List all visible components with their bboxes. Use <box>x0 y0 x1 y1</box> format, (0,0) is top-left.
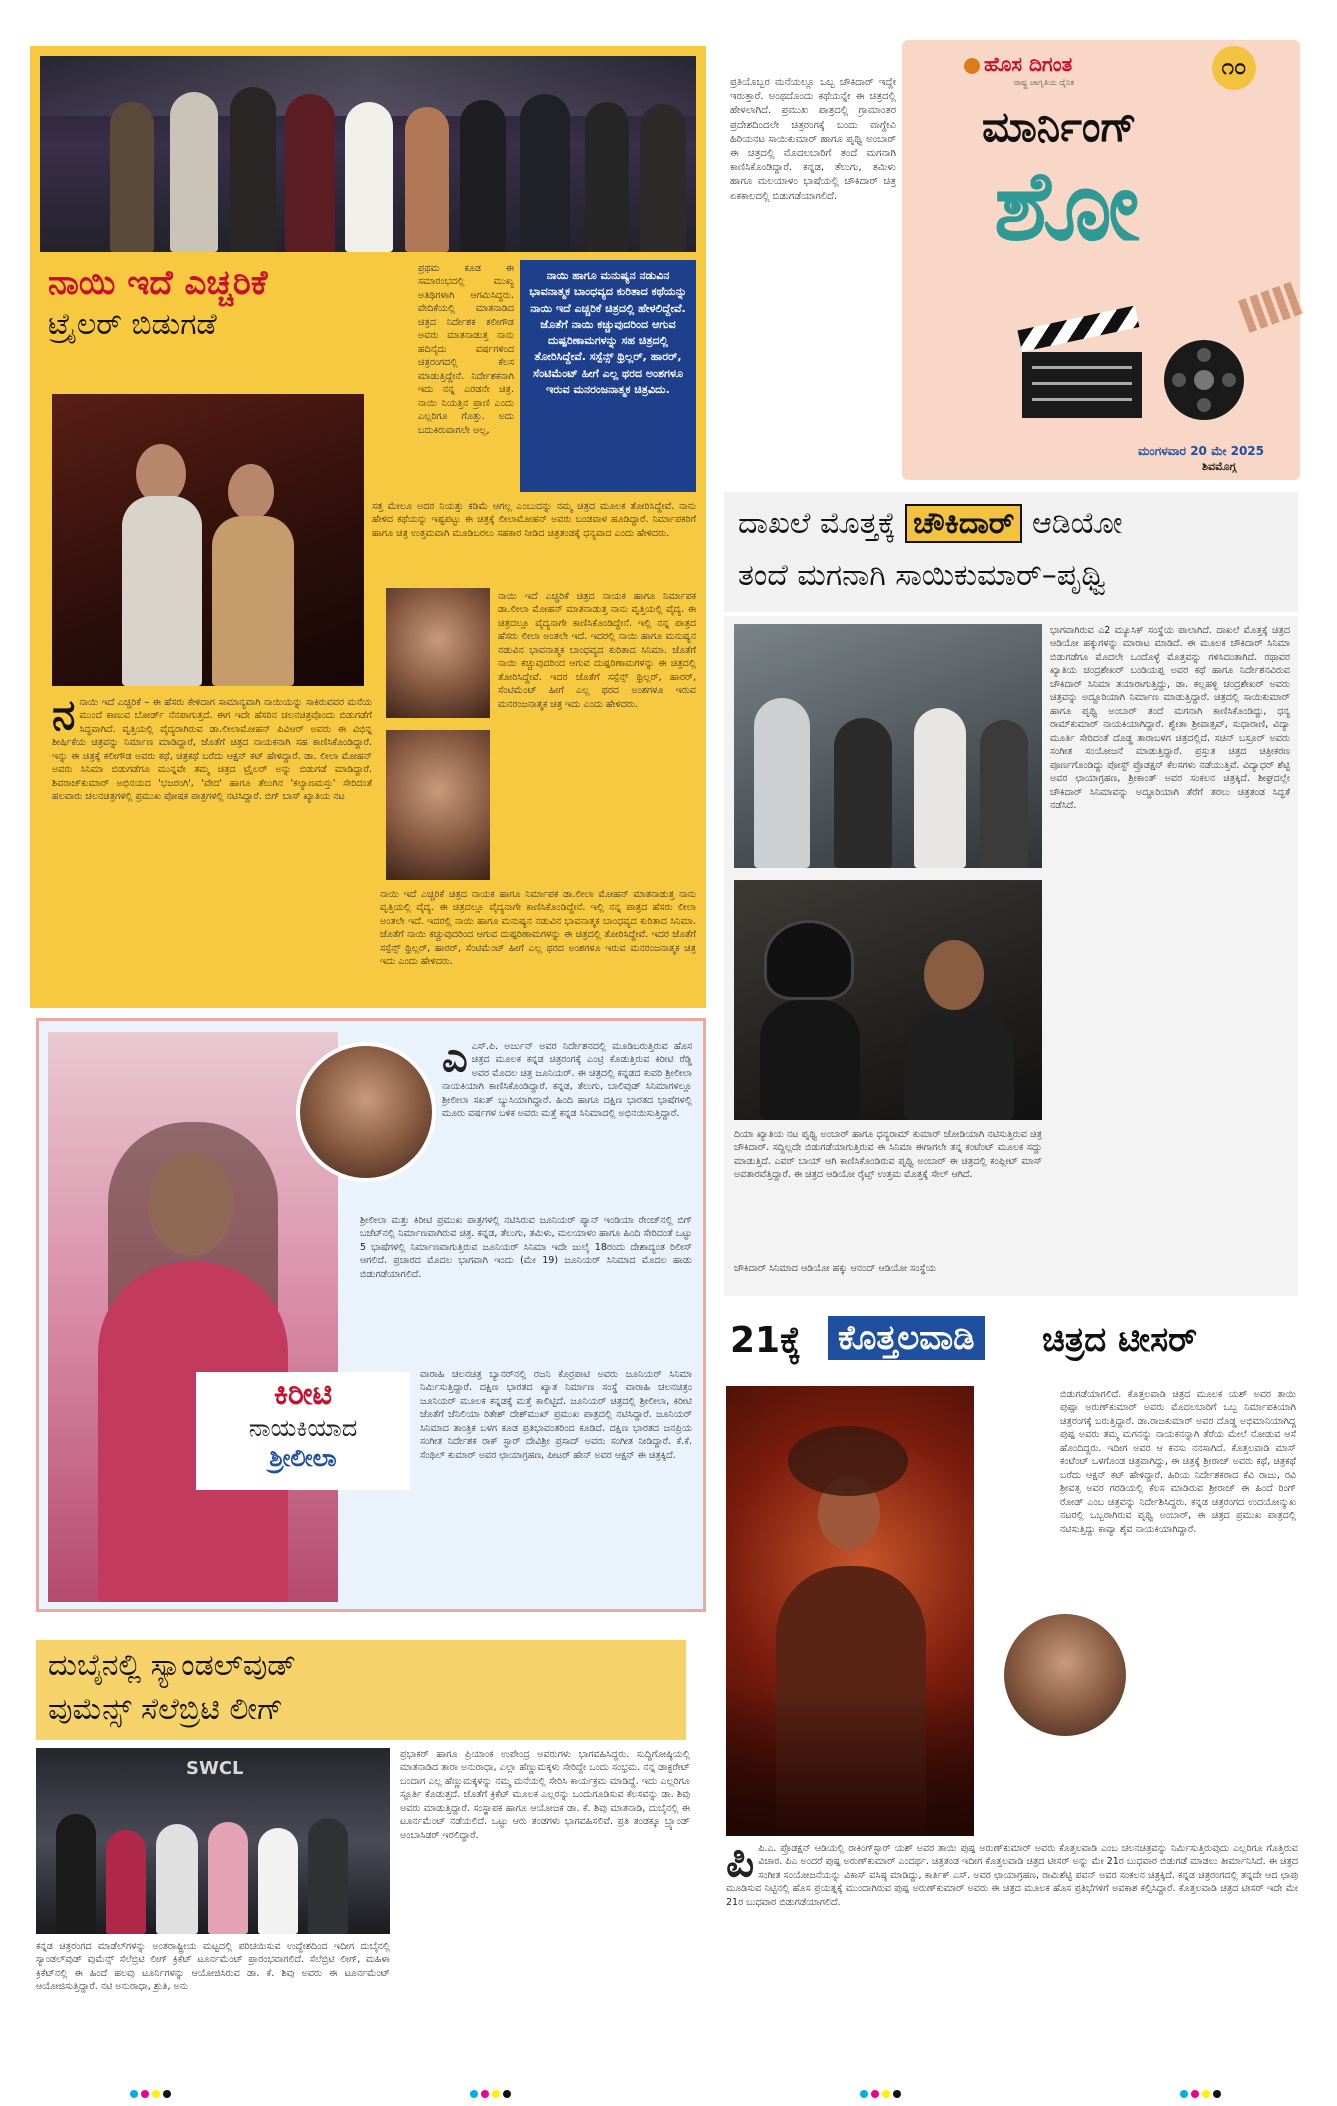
kothalavadi-drop-cap: ಪಿ <box>726 1842 755 1887</box>
chowkidar-photo-caption: ದಿಯಾ ಖ್ಯಾತಿಯ ನಟ ಪೃಥ್ವಿ ಅಂಬಾರ್ ಹಾಗೂ ಧನ್ಯರಾಮ್ ಕುಮಾರ್ ಜೋಡಿಯಾಗಿ ನಟಿಸುತ್ತಿರುವ ಚಿತ್ರ ಚೌಕಿದಾರ್. ಸದ್ದಿಲ್ಲದೇ ಬಿಡುಗಡೆಯಾಗುತ್ತಿರುವ ಈ ಸಿನಿಮಾ ಈಗಾಗಲೇ ತನ್ನ ಕಂಟೆಂಟ್ ಮೂಲಕ ಸದ್ದು ಮಾಡುತ್ತಿದೆ. ಎವರ್ ಬಾಯ್ ಆಗಿ ಕಾಣಿಸಿಕೊಂಡಿರುವ ಪೃಥ್ವಿ ಅಂಬಾರ್ ಈ ಚಿತ್ರದಲ್ಲಿ ಕಂಪ್ಲೀಟ್ ಮಾಸ್ ಅವತಾರವೆತ್ತಿದ್ದಾರೆ. ಈ ಚಿತ್ರದ ಆಡಿಯೋ ರೈಟ್ಸ್ ಉತ್ತಮ ಮೊತ್ತಕ್ಕೆ ಸೇಲ್ ಆಗಿದೆ. <box>734 1129 1042 1181</box>
sreeleela-body-1-text: ಎಸ್.ಪಿ. ಅರ್ಜುನ್ ಅವರ ನಿರ್ದೇಶನದಲ್ಲಿ ಮೂಡಿಬರುತ್ತಿರುವ ಹೊಸ ಚಿತ್ರದ ಮೂಲಕ ಕನ್ನಡ ಚಿತ್ರರಂಗಕ್ಕೆ ಎಂಟ್ರಿ ಕೊಡುತ್ತಿರುವ ಕಿರೀಟಿ ರೆಡ್ಡಿ ಅವರ ಮೊದಲ ಚಿತ್ರ ಜೂನಿಯರ್. ಈ ಚಿತ್ರದಲ್ಲಿ ಕನ್ನಡದ ಕುವರಿ ಶ್ರೀಲೀಲಾ ನಾಯಕಿಯಾಗಿ ಕಾಣಿಸಿಕೊಂಡಿದ್ದಾರೆ. ಕನ್ನಡ, ತೆಲುಗು, ಬಾಲಿವುಡ್ ಸಿನಿಮಾಗಳಲ್ಲೂ ಶ್ರೀಲೀಲಾ ಸಖತ್ ಬ್ಯುಸಿಯಾಗಿದ್ದಾರೆ. ಹಿಂದಿ ಹಾಗೂ ದಕ್ಷಿಣ ಭಾರತದ ಭಾಷೆಗಳಲ್ಲಿ ಮೂರು ವರ್ಷಗಳ ಬಳಿಕ ಅವರು ಮತ್ತೆ ಕನ್ನಡ ಸಿನಿಮಾದಲ್ಲಿ ಅಭಿನಯಿಸುತ್ತಿದ್ದಾರೆ. <box>442 1041 692 1120</box>
kothalavadi-heading-suffix: ಚಿತ್ರದ ಟೀಸರ್ <box>1042 1320 1198 1360</box>
kothalavadi-body-bottom-text: ಪಿ.ಎ. ಪ್ರೊಡಕ್ಷನ್ ಆಡಿಯಲ್ಲಿ ರಾಕಿಂಗ್‌ಸ್ಟಾರ್ ಯಶ್ ಅವರ ತಾಯಿ ಪುಷ್ಪ ಅರುಣ್‌ಕುಮಾರ್ ಅವರು ಕೊತ್ತಲವಾಡಿ ಎಂಬ ಚಲನಚಿತ್ರವನ್ನು ನಿರ್ಮಿಸುತ್ತಿರುವುದು ಎಲ್ಲರಿಗೂ ಗೊತ್ತಿರುವ ವಿಚಾರ. ಪಿಎ ಅಂದರೆ ಪುಷ್ಪ ಅರುಣ್‌ಕುಮಾರ್ ಎಂದರ್ಥ. ಚಿತ್ರತಂಡ ಇದೀಗ ಕೊತ್ತಲವಾಡಿ ಚಿತ್ರದ ಟೀಸರ್ ಅನ್ನು ಮೇ 21ರ ಬುಧವಾರ ಬಿಡುಗಡೆ ಮಾಡಲು ತೀರ್ಮಾನಿಸಿದೆ. ಈ ಚಿತ್ರದ ಸಂಗೀತ ಸಂಯೋಜನೆಯನ್ನು ವಿಕಾಸ್ ವಸಿಷ್ಠ ಮಾಡಿದ್ದು, ಕಾರ್ತಿಕ್ ಎಸ್. ಅವರ ಛಾಯಾಗ್ರಹಣ, ರಾಮಿಶೆಟ್ಟಿ ಪವನ್ ಅವರ ಸಂಕಲನ ಚಿತ್ರಕ್ಕಿದೆ. ಕನ್ನಡ ಚಿತ್ರರಂಗದಲ್ಲಿ ತನ್ನದೇ ಆದ ಛಾಪು ಮೂಡಿಸುವ ನಿಟ್ಟಿನಲ್ಲಿ ಹೊಸ ಪ್ರಯತ್ನಕ್ಕೆ ಮುಂದಾಗಿರುವ ಪುಷ್ಪ ಅರುಣ್‌ಕುಮಾರ್ ಅವರು ಈ ಚಿತ್ರದ ಮೂಲಕ ಹೊಸ ಪ್ರತಿಭೆಗಳಿಗೆ ಅವಕಾಶ ಕಲ್ಪಿಸಿದ್ದಾರೆ. ಕೊತ್ತಲವಾಡಿ ಚಿತ್ರದ ಟೀಸರ್ ಇದೇ ಮೇ 21ರ ಬುಧವಾರ ಬಿಡುಗಡೆಯಾಗಲಿದೆ. <box>726 1843 1298 1908</box>
chowkidar-photo-caption-2: ಚೌಕಿದಾರ್ ಸಿನಿಮಾದ ಆಡಿಯೋ ಹಕ್ಕು ಆನಂದ್ ಆಡಿಯೋ ಸಂಸ್ಥೆಯ <box>734 1263 936 1274</box>
sreeleela-body-1 <box>442 1040 692 1210</box>
chowkidar-heading-line2: ತಂದೆ ಮಗನಾಗಿ ಸಾಯಿಕುಮಾರ್–ಪೃಥ್ವಿ <box>738 558 1107 593</box>
registration-dots-left <box>130 2090 171 2098</box>
morning-show-panel <box>902 40 1300 480</box>
chowkidar-intro-col: ಪ್ರತಿಯೊಬ್ಬರ ಮನೆಯಲ್ಲೂ ಒಬ್ಬ ಚೌಕಿದಾರ್ ಇದ್ದೇ ಇರುತ್ತಾರೆ. ಅಂಥದೊಂದು ಕಥೆಯನ್ನೇ ಈ ಚಿತ್ರದಲ್ಲಿ ಹೇಳಲಾಗಿದೆ. ಪ್ರಮುಖ ಪಾತ್ರದಲ್ಲಿ ಗ್ರಾಮಾಂತರ ಪ್ರದೇಶದಿಂದಲೇ ಚಿತ್ರರಂಗಕ್ಕೆ ಬಂದು ವಾಗ್ದೇವಿ ಹಿರಿಯನಟ ಸಾಯಿಕುಮಾರ್ ಹಾಗೂ ಪೃಥ್ವಿ ಅಂಬಾರ್ ಈ ಚಿತ್ರದಲ್ಲಿ ಮೊದಲಬಾರಿಗೆ ತಂದೆ ಮಗನಾಗಿ ಕಾಣಿಸಿಕೊಂಡಿದ್ದಾರೆ. ಕನ್ನಡ, ತೆಲುಗು, ತಮಿಳು ಹಾಗೂ ಮಲಯಾಳಂ ಭಾಷೆಯಲ್ಲಿ ಚೌಕಿದಾರ್ ಚಿತ್ರ ಏಕಕಾಲದಲ್ಲಿ ಬಿಡುಗಡೆಯಾಗಲಿದೆ. <box>730 77 896 202</box>
swcl-sign: SWCL <box>186 1758 244 1779</box>
dubai-col-mid: ಪ್ರಭಾಕರ್ ಹಾಗೂ ಪ್ರಿಯಾಂಕ ಉಪೇಂದ್ರ ಅವರುಗಳು ಭಾಗವಹಿಸಿದ್ದರು. ಸುದ್ದಿಗೋಷ್ಠಿಯಲ್ಲಿ ಮಾತನಾಡಿದ ತಾರಾ ಅನುರಾಧಾ, ಎಲ್ಲಾ ಹೆಣ್ಣುಮಕ್ಕಳು ಸೇರಿದ್ದೇ ಒಂದು ಸಂಭ್ರಮ. ನನ್ನ ಡಾಕ್ಟರೇಟ್ ಬಂದಾಗ ಎಲ್ಲ ಹೆಣ್ಣುಮಕ್ಕಳನ್ನು ನಮ್ಮ ಮನೆಯಲ್ಲಿ ಸೇರಿಸಿ ಕಾರ್ಯಕ್ರಮ ಮಾಡಿದ್ದೆ. ಇದು ಎಲ್ಲರಿಗೂ ಸ್ಫೂರ್ತಿ ಕೊಡುತ್ತದೆ. ಜೊತೆಗೆ ಕ್ರಿಕೆಟ್ ಮೂಲಕ ಎಲ್ಲರನ್ನು ಒಂದುಗೂಡಿಸುವ ಕೆಲಸವನ್ನು ಡಾ. ಶಿವು ಅವರು ಮಾಡುತ್ತಿದ್ದಾರೆ. ಸಂಸ್ಥಾಪಕ ಹಾಗೂ ಆಯೋಜಕ ಡಾ. ಕೆ. ಶಿವು ಮಾತನಾಡಿ, ದುಬೈನಲ್ಲಿ ಈ ಟೂರ್ನಮೆಂಟ್ ನಡೆಯಲಿದೆ. ಒಟ್ಟು ಆರು ತಂಡಗಳು ಭಾಗವಹಿಸಲಿವೆ. ಪ್ರತಿ ತಂಡಕ್ಕೂ ಬ್ರ್ಯಾಂಡ್ ಅಂಬಾಸಿಡರ್ ಇರಲಿದ್ದಾರೆ. <box>400 1749 690 1841</box>
logo-text: ಹೊಸ ದಿಗಂತ <box>984 52 1073 76</box>
chowkidar-set-photo-1 <box>734 624 1042 868</box>
section-title-show: ಶೋ <box>994 150 1140 262</box>
registration-dots-right <box>860 2090 901 2098</box>
chowkidar-heading-line1 <box>738 506 1123 541</box>
nayi-col-right-mid: ಸತ್ತ ಮೇಲೂ ಅದರ ನಿಯತ್ತು ಕಡಿಮೆ ಆಗಲ್ಲ ಎಂಬುದನ್ನು ನಮ್ಮ ಚಿತ್ರದ ಮೂಲಕ ತೋರಿಸಿದ್ದೇವೆ. ನಾನು ಹೇಳಿದ ಕಥೆಯನ್ನು ಇಷ್ಟಪಟ್ಟು ಈ ಚಿತ್ರಕ್ಕೆ ಲೀಲಾಮೋಹನ್ ಅವರು ಬಂಡವಾಳ ಹೂಡಿದ್ದಾರೆ. ನಿರ್ಮಾಪಕರಿಗೆ ಹಾಗೂ ಚಿತ್ರ ಉತ್ತಮವಾಗಿ ಮೂಡಿಬರಲು ಸಹಕಾರ ನೀಡಿದ ಚಿತ್ರತಂಡಕ್ಕೆ ಧನ್ಯವಾದ ಎಂದು ಹೇಳಿದರು. <box>372 501 696 539</box>
nayi-heading-line1: ನಾಯಿ ಇದೆ ಎಚ್ಚರಿಕೆ <box>48 263 268 303</box>
sreeleela-heading <box>196 1372 410 1490</box>
registration-dots-far-right <box>1180 2090 1221 2098</box>
nayi-col-continuation <box>380 888 696 998</box>
kireeti-photo <box>296 1042 436 1182</box>
chowkidar-body-right: ಭಾಗವಾಗಿರುವ ಎ2 ಮ್ಯೂಸಿಕ್ ಸಂಸ್ಥೆಯ ಪಾಲಾಗಿದೆ. ದಾಖಲೆ ಮೊತ್ತಕ್ಕೆ ಚಿತ್ರದ ಆಡಿಯೋ ಹಕ್ಕುಗಳನ್ನು ಮಾರಾಟ ಮಾಡಿದೆ. ಈ ಮೂಲಕ ಚೌಕಿದಾರ್ ಸಿನಿಮಾ ಬಿಡುಗಡೆಗೂ ಮೊದಲೇ ಒಂದೊಳ್ಳೆ ಮೊತ್ತವನ್ನು ಗಳಿಸಿದಂತಾಗಿದೆ. ರಥಾವರ ಖ್ಯಾತಿಯ ಚಂದ್ರಶೇಖರ್ ಬಂಡಿಯಪ್ಪ ಅವರ ಕಥೆ ಹಾಗೂ ನಿರ್ದೇಶನವಿರುವ ಚೌಕಿದಾರ್ ಸಿನಿಮಾ ತಯಾರಾಗುತ್ತಿದ್ದು, ಡಾ. ಕಲ್ಲಹಳ್ಳಿ ಚಂದ್ರಶೇಖರ್ ಅವರು ಚಿತ್ರವನ್ನು ಅದ್ದೂರಿಯಾಗಿ ನಿರ್ಮಾಣ ಮಾಡುತ್ತಿದ್ದಾರೆ. ಚಿತ್ರದಲ್ಲಿ ಸಾಯಿಕುಮಾರ್ ಹಾಗೂ ಪೃಥ್ವಿ ಅಂಬಾರ್ ತಂದೆ ಮಗನಾಗಿ ಕಾಣಿಸಿಕೊಂಡಿದ್ದು, ಧನ್ಯ ರಾಮ್‌ಕುಮಾರ್ ನಾಯಕಿಯಾಗಿದ್ದಾರೆ. ಶ್ವೇತಾ ಶ್ರೀವಾತ್ಸವ್, ಸುಧಾರಾಣಿ, ವಿದ್ಯಾ ಮೂರ್ತಿ ಸೇರಿದಂತೆ ದೊಡ್ಡ ತಾರಾಬಳಗ ಚಿತ್ರದಲ್ಲಿದೆ. ಸಚಿನ್ ಬಸ್ರೂರ್ ಅವರು ಸಂಗೀತ ಸಂಯೋಜನೆ ಮಾಡುತ್ತಿದ್ದಾರೆ. ಪ್ರಸ್ತುತ ಚಿತ್ರದ ಚಿತ್ರೀಕರಣ ಪೂರ್ಣಗೊಂಡಿದ್ದು ಪೋಸ್ಟ್ ಪ್ರೊಡಕ್ಷನ್ ಕೆಲಸಗಳು ನಡೆಯುತ್ತಿವೆ. ವಿದ್ಯಾಧರ್ ಶೆಟ್ಟಿ ಅವರ ಛಾಯಾಗ್ರಹಣ, ಶ್ರೀಕಾಂತ್ ಅವರ ಸಂಕಲನ ಚಿತ್ರಕ್ಕಿದೆ. ಶೀಘ್ರದಲ್ಲೇ ಚೌಕಿದಾರ್ ಸಿನಿಮಾವನ್ನು ಅದ್ದೂರಿಯಾಗಿ ತೆರೆಗೆ ತರಲು ಚಿತ್ರತಂಡ ಸಿದ್ಧತೆ ನಡೆಸಿದೆ. <box>1050 625 1290 812</box>
sreeleela-photo <box>48 1032 338 1602</box>
section-title-morning: ಮಾರ್ನಿಂಗ್ <box>982 102 1137 151</box>
kothalavadi-body-bottom <box>726 1842 1298 2088</box>
sreeleela-body-2: ಶ್ರೀಲೀಲಾ ಮತ್ತು ಕಿರೀಟಿ ಪ್ರಮುಖ ಪಾತ್ರಗಳಲ್ಲಿ ನಟಿಸಿರುವ ಜೂನಿಯರ್ ಪ್ಯಾನ್ ಇಂಡಿಯಾ ರೇಂಜ್‌ನಲ್ಲಿ ಬಿಗ್ ಬಜೆಟ್‌ನಲ್ಲಿ ನಿರ್ಮಾಣವಾಗಿರುವ ಚಿತ್ರ. ಕನ್ನಡ, ತೆಲುಗು, ತಮಿಳು, ಮಲಯಾಳಂ ಹಾಗೂ ಹಿಂದಿ ಸೇರಿದಂತೆ ಒಟ್ಟು 5 ಭಾಷೆಗಳಲ್ಲಿ ನಿರ್ಮಾಣವಾಗುತ್ತಿರುವ ಜೂನಿಯರ್ ಸಿನಿಮಾ ಇದೇ ಜುಲೈ 18ರಂದು ದೇಶಾದ್ಯಂತ ರಿಲೀಸ್ ಆಗಲಿದೆ. ಪ್ರಚಾರದ ಮೊದಲ ಭಾಗವಾಗಿ ಇಂದು (ಮೇ 19) ಜೂನಿಯರ್ ಸಿನಿಮಾದ ಮೊದಲ ಹಾಡು ಬಿಡುಗಡೆಯಾಗಲಿದೆ. <box>360 1215 692 1280</box>
film-strip-icon <box>1238 281 1304 333</box>
nayi-heading <box>48 262 408 345</box>
sreeleela-body-3: ವಾರಾಹಿ ಚಲನಚಿತ್ರ ಬ್ಯಾನರ್‌ನಲ್ಲಿ ರಜನಿ ಕೊರ್ರಪಾಟಿ ಅವರು ಜೂನಿಯರ್ ಸಿನಿಮಾ ನಿರ್ಮಿಸುತ್ತಿದ್ದಾರೆ. ದಕ್ಷಿಣ ಭಾರತದ ಖ್ಯಾತ ನಿರ್ಮಾಣ ಸಂಸ್ಥೆ ವಾರಾಹಿ ಚಲನಚಿತ್ರಂ ಜೂನಿಯರ್ ಮೂಲಕ ಕನ್ನಡಕ್ಕೆ ಮತ್ತೆ ಕಾಲಿಟ್ಟಿದೆ. ಜೂನಿಯರ್ ಚಿತ್ರದಲ್ಲಿ ಶ್ರೀಲೀಲಾ, ಕಿರೀಟಿ ಜೊತೆಗೆ ಜೆನಿಲಿಯಾ ರಿತೇಶ್ ದೇಶ್‌ಮುಖ್ ಪ್ರಮುಖ ಪಾತ್ರದಲ್ಲಿ ನಟಿಸಿದ್ದಾರೆ. ಜೂನಿಯರ್ ಸಿನಿಮಾದ ತಾಂತ್ರಿಕ ಬಳಗ ಕೂಡ ಪ್ರತಿಭಾವಂತರಿಂದ ಕೂಡಿದೆ. ದಕ್ಷಿಣ ಭಾರತದ ಜನಪ್ರಿಯ ಸಂಗೀತ ನಿರ್ದೇಶಕ ರಾಕ್ ಸ್ಟಾರ್ ದೇವಿಶ್ರೀ ಪ್ರಸಾದ್ ಅವರು ಸಂಗೀತ ನೀಡಿದ್ದಾರೆ. ಕೆ.ಕೆ. ಸೆಂಥಿಲ್ ಕುಮಾರ್ ಅವರ ಛಾಯಾಗ್ರಹಣ, ಪೀಟರ್ ಹೇನ್ ಅವರ ಆಕ್ಷನ್ ಈ ಚಿತ್ರಕ್ಕಿದೆ. <box>420 1369 692 1461</box>
registration-dots-mid <box>470 2090 511 2098</box>
nayi-heading-line2: ಟ್ರೈಲರ್ ಬಿಡುಗಡೆ <box>48 306 217 342</box>
director-photo <box>386 588 490 718</box>
edition-name: ಶಿವಮೊಗ್ಗ <box>1202 460 1237 473</box>
drop-cap: ನ <box>52 696 76 739</box>
dubai-col-left: ಕನ್ನಡ ಚಿತ್ರರಂಗದ ಮಾಡೆಲ್‌ಗಳನ್ನು ಅಂತರಾಷ್ಟ್ರೀಯ ಮಟ್ಟದಲ್ಲಿ ಪರಿಚಯಿಸುವ ಉದ್ದೇಶದಿಂದ ಇದೀಗ ದುಬೈನಲ್ಲಿ ಸ್ಯಾಂಡಲ್‌ವುಡ್ ವುಮೆನ್ಸ್ ಸೆಲೆಬ್ರಿಟಿ ಲೀಗ್ ಕ್ರಿಕೆಟ್ ಟೂರ್ನಮೆಂಟ್ ಪ್ರಾರಂಭವಾಗಲಿದೆ. ಸೆಲೆಬ್ರಿಟಿ ಲೀಗ್, ಮಹಿಳಾ ಕ್ರಿಕೆಟ್‌ನಲ್ಲಿ ಈ ಹಿಂದೆ ಹಲವು ಟೂರ್ನಿಗಳನ್ನು ಆಯೋಜಿಸಿರುವ ಡಾ. ಕೆ. ಶಿವು ಅವರು ಈ ಟೂರ್ನಮೆಂಟ್ ಆಯೋಜಿಸುತ್ತಿದ್ದಾರೆ. ನಟಿ ಅನುರಾಧಾ, ಶ್ರುತಿ, ಅನು <box>36 1941 390 1993</box>
kothalavadi-body-right: ಬಿಡುಗಡೆಯಾಗಲಿದೆ. ಕೊತ್ತಲವಾಡಿ ಚಿತ್ರದ ಮೂಲಕ ಯಶ್ ಅವರ ತಾಯಿ ಪುಷ್ಪಾ ಅರುಣ್‌ಕುಮಾರ್ ಅವರು ಮೊದಲಬಾರಿಗೆ ಒಬ್ಬ ನಿರ್ಮಾಪಕಿಯಾಗಿ ಚಿತ್ರರಂಗಕ್ಕೆ ಬರುತ್ತಿದ್ದಾರೆ. ಡಾ.ರಾಜಕುಮಾರ್ ಅವರ ದೊಡ್ಡ ಅಭಿಮಾನಿಯಾಗಿದ್ದ ಪುಷ್ಪ ಅವರು ತಮ್ಮ ಮಗನನ್ನು ನಾಯಕನನ್ನಾಗಿ ತೆರೆಯ ಮೇಲೆ ನೋಡುವ ಆಸೆ ಹೊಂದಿದ್ದರು. ಇದೀಗ ಅವರ ಆ ಕನಸು ನನಸಾಗಿದೆ. ಕೊತ್ತಲವಾಡಿ ಮಾಸ್ ಕಂಟೆಂಟ್ ಒಳಗೊಂಡ ಚಿತ್ರವಾಗಿದ್ದು, ಈ ಚಿತ್ರಕ್ಕೆ ಶ್ರೀರಾಜ್ ಅವರು ಕಥೆ, ಚಿತ್ರಕಥೆ ಬರೆದು ಆಕ್ಷನ್ ಕಟ್ ಹೇಳಿದ್ದಾರೆ. ಹಿರಿಯ ನಿರ್ದೇಶಕರಾದ ಕೆವಿ ರಾಜು, ರವಿ ಶ್ರೀವತ್ಸ ಅವರ ಗರಡಿಯಲ್ಲಿ ಕೆಲಸ ಮಾಡಿರುವ ಶ್ರೀರಾಜ್ ಈ ಹಿಂದೆ ರಿಂಗ್ ರೋಡ್ ಎಂಬ ಚಿತ್ರವನ್ನು ನಿರ್ದೇಶಿಸಿದ್ದರು. ಕನ್ನಡ ಚಿತ್ರರಂಗದ ಉದಯೋನ್ಮುಖ ನಟರಲ್ಲಿ ಒಬ್ಬರಾಗಿರುವ ಪೃಥ್ವಿ ಅಂಬಾರ್, ಈ ಚಿತ್ರದ ಪ್ರಮುಖ ಪಾತ್ರದಲ್ಲಿ ನಟಿಸುತ್ತಿದ್ದು ಕಾವ್ಯಾ ಶೈವ ನಾಯಕಿಯಾಗಿದ್ದಾರೆ. <box>1060 1389 1296 1535</box>
clapperboard-icon <box>1022 330 1142 420</box>
film-reel-icon <box>1164 340 1244 420</box>
masthead-logo <box>964 52 1072 76</box>
sreeleela-heading-line1: ಕಿರೀಟಿ <box>273 1377 333 1412</box>
chowkidar-heading-part-c: ಆಡಿಯೋ <box>1031 506 1123 541</box>
page-number: ೧೦ <box>1212 46 1256 90</box>
chowkidar-heading-box <box>724 492 1298 612</box>
sreeleela-drop-cap: ಎ <box>442 1040 468 1081</box>
logo-emblem-icon <box>964 58 980 74</box>
sreeleela-heading-line3: ಶ್ರೀಲೀಲಾ <box>269 1443 337 1472</box>
dubai-heading-line1: ದುಬೈನಲ್ಲಿ ಸ್ಯಾಂಡಲ್‌ವುಡ್ <box>48 1648 297 1683</box>
logo-tagline: ರಾಷ್ಟ್ರ ಜಾಗೃತಿಯ ದೈನಿಕ <box>1014 78 1075 87</box>
sreeleela-heading-line2: ನಾಯಕಿಯಾದ <box>248 1413 358 1442</box>
celebrity-league-photo <box>36 1748 390 1934</box>
trailer-event-photo <box>40 56 696 252</box>
nayi-callout <box>520 260 696 492</box>
nayi-col-right-bottom: ನಾಯಿ ಇದೆ ಎಚ್ಚರಿಕೆ ಚಿತ್ರದ ನಾಯಕ ಹಾಗೂ ನಿರ್ಮಾಪಕ ಡಾ.ಲೀಲಾ ಮೋಹನ್ ಮಾತನಾಡುತ್ತ ನಾನು ವೃತ್ತಿಯಲ್ಲಿ ವೈದ್ಯ. ಈ ಚಿತ್ರದಲ್ಲೂ ವೈದ್ಯನಾಗೇ ಕಾಣಿಸಿಕೊಂಡಿದ್ದೇನೆ. ಇಲ್ಲಿ ನನ್ನ ಪಾತ್ರದ ಹೆಸರು ಲೀಲಾ ಅಂತಲೇ ಇದೆ. ಇದರಲ್ಲಿ ನಾಯಿ ಹಾಗೂ ಮನುಷ್ಯನ ನಡುವಿನ ಭಾವನಾತ್ಮಕ ಬಾಂಧವ್ಯದ ಕುರಿತಾದ ಸಿನಿಮಾ. ಜೊತೆಗೆ ನಾಯಿ ಕಚ್ಚುವುದರಿಂದ ಆಗುವ ದುಷ್ಪರಿಣಾಮಗಳನ್ನು ಈ ಚಿತ್ರದಲ್ಲಿ ತೋರಿಸಿದ್ದೇವೆ. ಇದರ ಜೊತೆಗೆ ಸಸ್ಪೆನ್ಸ್ ಥ್ರಿಲ್ಲರ್, ಹಾರರ್, ಸೆಂಟಿಮೆಂಟ್ ಹೀಗೆ ಎಲ್ಲ ಥರದ ಅಂಶಗಳೂ ಇರುವ ಮನರಂಜನಾತ್ಮಕ ಚಿತ್ರ ಇದು ಎಂದು ಹೇಳಿದರು. <box>498 591 696 710</box>
producer-hero-photo <box>386 730 490 880</box>
date-line: ಮಂಗಳವಾರ 20 ಮೇ 2025 <box>1138 444 1265 458</box>
nayi-callout-text: ನಾಯಿ ಹಾಗೂ ಮನುಷ್ಯನ ನಡುವಿನ ಭಾವನಾತ್ಮಕ ಬಾಂಧವ್ಯದ ಕುರಿತಾದ ಕಥೆಯನ್ನು ನಾಯಿ ಇದೆ ಎಚ್ಚರಿಕೆ ಚಿತ್ರದಲ್ಲಿ ಹೇಳಲಿದ್ದೇವೆ. ಜೊತೆಗೆ ನಾಯಿ ಕಚ್ಚುವುದರಿಂದ ಆಗುವ ದುಷ್ಪರಿಣಾಮಗಳನ್ನು ಸಹ ಚಿತ್ರದಲ್ಲಿ ತೋರಿಸಿದ್ದೇವೆ. ಸಸ್ಪೆನ್ಸ್ ಥ್ರಿಲ್ಲರ್, ಹಾರರ್, ಸೆಂಟಿಮೆಂಟ್ ಹೀಗೆ ಎಲ್ಲ ಥರದ ಅಂಶಗಳೂ ಇರುವ ಮನರಂಜನಾತ್ಮಕ ಚಿತ್ರವಿದು. <box>529 269 687 396</box>
chowkidar-heading-part-a: ದಾಖಲೆ ಮೊತ್ತಕ್ಕೆ <box>738 506 896 541</box>
chowkidar-heading-highlight: ಚೌಕಿದಾರ್ <box>905 504 1022 543</box>
kothalavadi-poster <box>726 1386 974 1836</box>
lead-pair-photo <box>52 394 364 686</box>
chowkidar-set-photo-2 <box>734 880 1042 1120</box>
kothalavadi-heading-prefix: 21ಕ್ಕೆ <box>730 1320 802 1361</box>
nayi-continuation-text: ನಾಯಿ ಇದೆ ಎಚ್ಚರಿಕೆ ಚಿತ್ರದ ನಾಯಕ ಹಾಗೂ ನಿರ್ಮಾಪಕ ಡಾ.ಲೀಲಾ ಮೋಹನ್ ಮಾತನಾಡುತ್ತ ನಾನು ವೃತ್ತಿಯಲ್ಲಿ ವೈದ್ಯ. ಈ ಚಿತ್ರದಲ್ಲೂ ವೈದ್ಯನಾಗೇ ಕಾಣಿಸಿಕೊಂಡಿದ್ದೇನೆ. ಇಲ್ಲಿ ನನ್ನ ಪಾತ್ರದ ಹೆಸರು ಲೀಲಾ ಅಂತಲೇ ಇದೆ. ಇದರಲ್ಲಿ ನಾಯಿ ಹಾಗೂ ಮನುಷ್ಯನ ನಡುವಿನ ಭಾವನಾತ್ಮಕ ಬಾಂಧವ್ಯದ ಕುರಿತಾದ ಸಿನಿಮಾ. ಜೊತೆಗೆ ನಾಯಿ ಕಚ್ಚುವುದರಿಂದ ಆಗುವ ದುಷ್ಪರಿಣಾಮಗಳನ್ನು ಈ ಚಿತ್ರದಲ್ಲಿ ತೋರಿಸಿದ್ದೇವೆ. ಇದರ ಜೊತೆಗೆ ಸಸ್ಪೆನ್ಸ್ ಥ್ರಿಲ್ಲರ್, ಹಾರರ್, ಸೆಂಟಿಮೆಂಟ್ ಹೀಗೆ ಎಲ್ಲ ಥರದ ಅಂಶಗಳೂ ಇರುವ ಮನರಂಜನಾತ್ಮಕ ಚಿತ್ರ ಇದು ಎಂದು ಹೇಳಿದರು. <box>380 889 696 968</box>
dubai-heading-line2: ವುಮೆನ್ಸ್ ಸೆಲೆಬ್ರಿಟಿ ಲೀಗ್ <box>48 1692 284 1727</box>
nayi-col-right-top: ಪ್ರಥಮ ಕೂಡ ಈ ಸಮಾರಂಭದಲ್ಲಿ ಮುಖ್ಯ ಅತಿಥಿಗಳಾಗಿ ಆಗಮಿಸಿದ್ದರು. ವೇದಿಕೆಯಲ್ಲಿ ಮಾತನಾಡಿದ ಚಿತ್ರದ ನಿರ್ದೇಶಕ ಕಲೀಗೌಡ ಅವರು ಮಾತನಾಡುತ್ತ ನಾನು ಹದಿನೈದು ವರ್ಷಗಳಿಂದ ಚಿತ್ರರಂಗದಲ್ಲಿ ಕೆಲಸ ಮಾಡುತ್ತಿದ್ದೇನೆ. ನಿರ್ದೇಶಕನಾಗಿ ಇದು ನನ್ನ ಎರಡನೇ ಚಿತ್ರ. ನಾಯಿ ನಿಯತ್ತಿನ ಪ್ರಾಣಿ ಎಂದು ಎಲ್ಲರಿಗೂ ಗೊತ್ತು. ಅದು ಬದುಕಿರುವಾಗಲೇ ಅಲ್ಲ, <box>418 263 514 436</box>
nayi-lead-text: ನಾಯಿ ಇದೆ ಎಚ್ಚರಿಕೆ – ಈ ಹೆಸರು ಕೇಳಿದಾಗ ಸಾಮಾನ್ಯವಾಗಿ ನಾಯಿಯನ್ನು ಸಾಕಿರುವವರ ಮನೆಯ ಮುಂದೆ ಕಾಣುವ ಬೋರ್ಡ್ ನೆನಪಾಗುತ್ತದೆ. ಈಗ ಇದೇ ಹೆಸರಿನ ಚಲನಚಿತ್ರವೊಂದು ಬಿಡುಗಡೆಗೆ ಸಿದ್ಧವಾಗಿದೆ. ವೃತ್ತಿಯಲ್ಲಿ ವೈದ್ಯರಾಗಿರುವ ಡಾ.ಲೀಲಾಮೋಹನ್ ಪಿವಿಆರ್ ಅವರು ಈ ವಿಭಿನ್ನ ಶೀರ್ಷಿಕೆಯ ಚಿತ್ರವನ್ನು ನಿರ್ಮಾಣ ಮಾಡಿದ್ದಾರೆ, ಜೊತೆಗೆ ಚಿತ್ರದ ನಾಯಕನಾಗಿ ಸಹ ಕಾಣಿಸಿಕೊಂಡಿದ್ದಾರೆ. ಇನ್ನು ಈ ಚಿತ್ರಕ್ಕೆ ಕಲೀಗೌಡ ಅವರು ಕಥೆ, ಚಿತ್ರಕಥೆ ಬರೆದು ಆಕ್ಷನ್ ಕಟ್ ಹೇಳಿದ್ದಾರೆ. ಡಾ. ಲೀಲಾ ಮೋಹನ್ ಅವರು ಸಿನಿಮಾ ಬಿಡುಗಡೆಗೂ ಮುನ್ನವೇ ತಮ್ಮ ಚಿತ್ರದ ಟ್ರೈಲರ್ ಅನ್ನು ಬಿಡುಗಡೆ ಮಾಡಿದ್ದಾರೆ. ಶಿವರಾಜ್‌ಕುಮಾರ್ ಅಭಿನಯದ 'ಭಜರಂಗಿ', 'ವೇದ' ಹಾಗೂ ತೆಲುಗಿನ 'ಕಲ್ಯಾಣಮಸ್ತು' ಸೇರಿದಂತೆ ಹಲವಾರು ಚಲನಚಿತ್ರಗಳಲ್ಲಿ ಪ್ರಮುಖ ಪೋಷಕ ಪಾತ್ರಗಳಲ್ಲಿ ನಟಿಸಿದ್ದಾರೆ. ಬಿಗ್ ಬಾಸ್ ಖ್ಯಾತಿಯ ನಟ <box>52 697 372 803</box>
kothalavadi-heading-highlight: ಕೊತ್ತಲವಾಡಿ <box>828 1316 985 1360</box>
nayi-col-left-lead <box>52 696 372 998</box>
kothalavadi-heading <box>724 1312 1298 1376</box>
